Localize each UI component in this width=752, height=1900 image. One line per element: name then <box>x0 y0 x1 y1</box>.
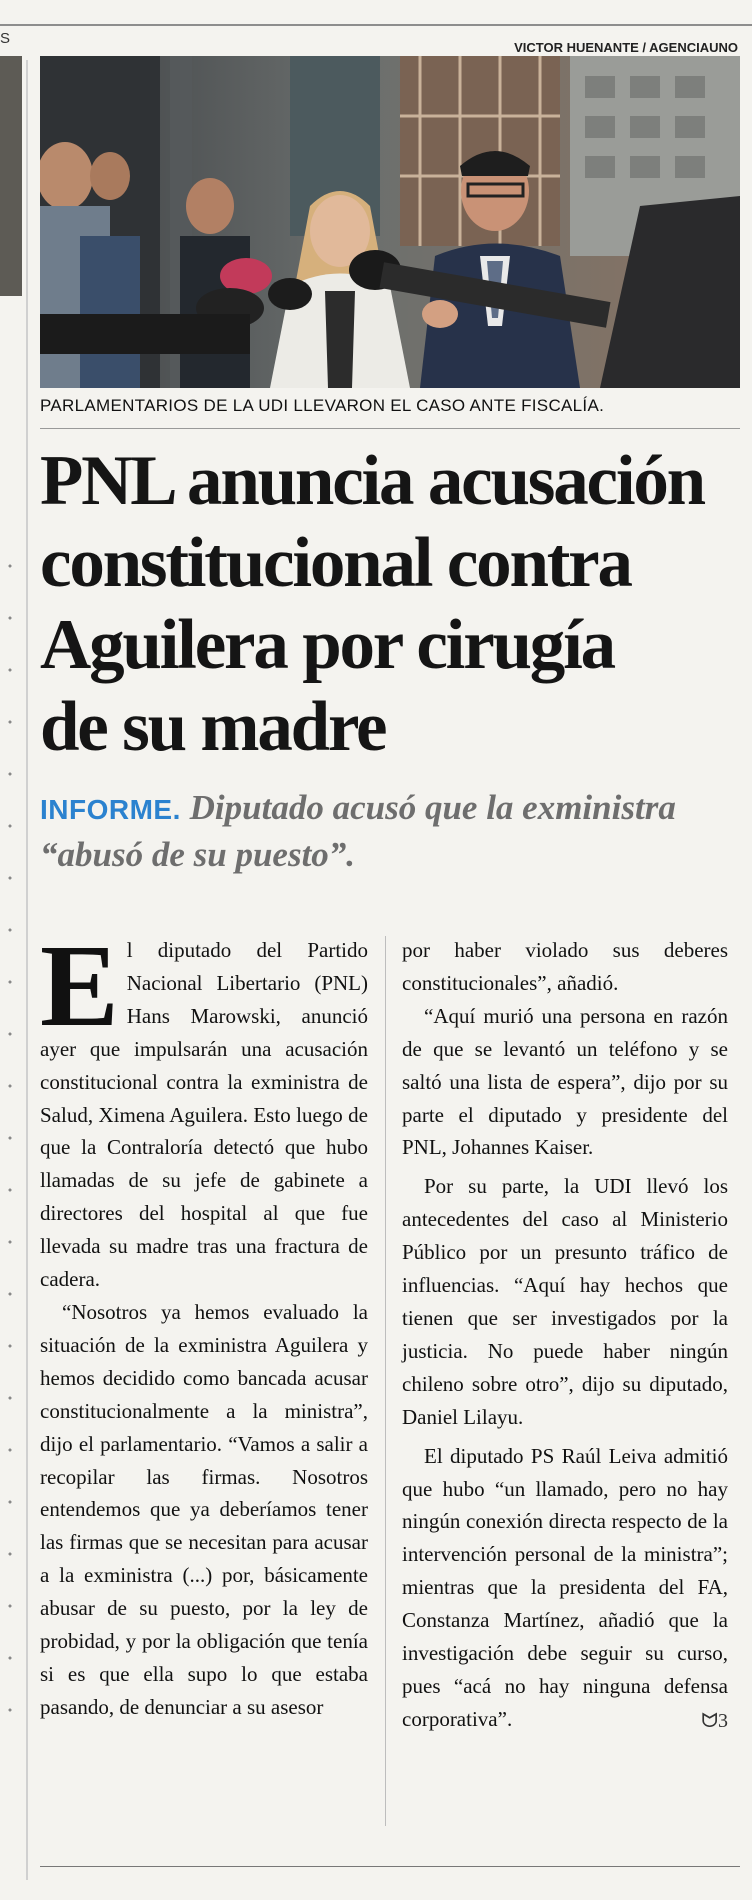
body-paragraph: “Aquí murió una persona en razón de que se levantó un teléfono y se saltó una lista de espera”, dijo por su parte el diputado y presidente del PNL, Johannes Kaiser. <box>402 1003 728 1160</box>
body-paragraph <box>402 1440 728 1736</box>
end-mark-icon: ᗢ3 <box>701 1709 728 1732</box>
photo-credit: VICTOR HUENANTE / AGENCIAUNO <box>514 40 738 55</box>
photo-caption: PARLAMENTARIOS DE LA UDI LLEVARON EL CASO ANTE FISCALÍA. <box>40 396 605 415</box>
deck <box>40 785 740 877</box>
bottom-rule <box>40 1866 740 1867</box>
body-paragraph: Por su parte, la UDI llevó los antecedentes del caso al Ministerio Público por un presunto tráfico de influencias. “Aquí hay hechos que tienen que ser investigados por la justicia. No puede haber ningún chileno sobre otro”, dijo su diputado, Daniel Lilayu. <box>402 1174 728 1429</box>
headline-line: constitucional contra <box>40 524 631 602</box>
press-photo <box>40 56 740 388</box>
body-paragraph: por haber violado sus deberes constitucionales”, añadió. <box>402 938 728 995</box>
headline-line: de su madre <box>40 688 386 766</box>
top-rule <box>0 24 752 26</box>
headline-line: Aguilera por cirugía <box>40 606 614 684</box>
paragraph-text: El diputado PS Raúl Leiva admitió que hubo “un llamado, pero no hay ningún conexión directa respecto de la intervención personal de la ministra”; mientras que la presidenta del FA, Constanza Martínez, añadió que la investigación debe seguir su curso, pues “acá no hay ninguna defensa corporativa”. <box>402 1443 728 1731</box>
adjacent-photo-edge <box>0 56 22 296</box>
headline-line: PNL anuncia acusación <box>40 442 704 520</box>
body-paragraph: “Nosotros ya hemos evaluado la situación de la exministra Aguilera y hemos decidido como bancada acusar constitucionalmente a la ministra”, dijo el parlamentario. “Vamos a salir a recopilar las firmas. Nosotros entendemos que ya deberíamos tener las firmas que se necesitan para acusar a la exministra (...) por, básicamente abusar de su puesto, por la ley de probidad, y por la obligación que tenía si es que ella supo lo que estaba pasando, de denunciar a su asesor <box>40 1299 368 1719</box>
column-divider <box>385 936 386 1826</box>
body-column-1 <box>40 920 368 1724</box>
body-paragraph <box>40 920 368 1296</box>
page-edge-mark: S <box>0 30 11 47</box>
deck-text: Diputado acusó que la exministra “abusó de su puesto”. <box>40 788 676 874</box>
body-column-2 <box>402 934 728 1738</box>
paragraph-text: l diputado del Partido Nacional Libertario (PNL) Hans Marowski, anunció ayer que impulsarán una acusación constitucional contra la exministra de Salud, Ximena Aguilera. Esto luego de que la Contraloría detectó que hubo llamadas de su jefe de gabinete a directores del hospital al que fue llevada su madre tras una fractura de cadera. <box>40 938 368 1292</box>
left-column-rule <box>26 60 28 1880</box>
press-photo-illustration <box>40 56 740 388</box>
headline <box>40 440 750 768</box>
section-kicker: INFORME. <box>40 794 181 825</box>
drop-cap: E <box>40 920 119 1051</box>
adjacent-column-text-edge <box>6 540 14 1720</box>
caption-rule <box>40 428 740 429</box>
